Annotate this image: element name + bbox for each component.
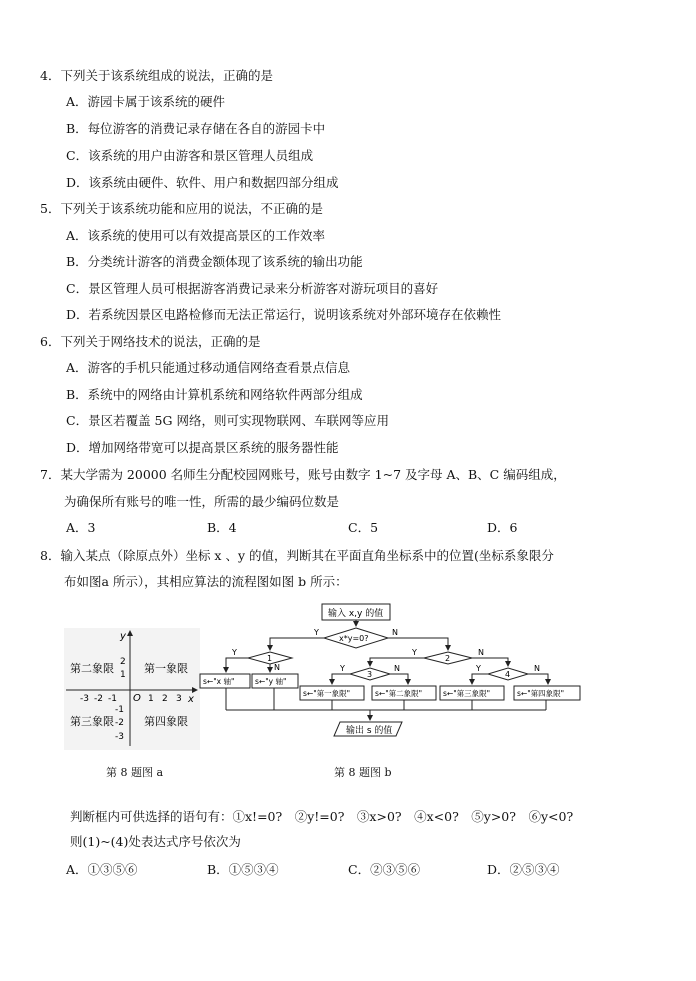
no-label: N xyxy=(392,628,398,637)
q4-option-d: D．该系统由硬件、软件、用户和数据四部分组成 xyxy=(66,175,339,190)
no-label: N xyxy=(478,648,484,657)
figure-a-caption: 第 8 题图 a xyxy=(106,766,164,779)
flow-line xyxy=(332,674,350,684)
quadrant-4-label: 第四象限 xyxy=(144,715,188,728)
y-tick: 2 xyxy=(120,657,126,667)
x-axis-label: x xyxy=(188,694,194,705)
yes-label: Y xyxy=(412,648,417,657)
decision-3-label: 3 xyxy=(367,670,373,679)
q7-stem-line2: 为确保所有账号的唯一性，所需的最少编码位数是 xyxy=(64,494,340,509)
q5-option-b: B．分类统计游客的消费金额体现了该系统的输出功能 xyxy=(66,254,363,269)
quadrant-1-label: 第一象限 xyxy=(144,662,188,675)
q4-option-a: A．游园卡属于该系统的硬件 xyxy=(66,94,226,109)
no-label: N xyxy=(274,663,280,672)
q5-option-a: A．该系统的使用可以有效提高景区的工作效率 xyxy=(66,228,326,243)
q8-choices-line: 判断框内可供选择的语句有：①x!=0? ②y!=0? ③x>0? ④x<0? ⑤y>0? ⑥y<0? xyxy=(70,809,574,824)
assign-q2-label: s←"第二象限" xyxy=(375,689,423,698)
yes-label: Y xyxy=(340,664,345,673)
q8-stem-line1: 8．输入某点（除原点外）坐标 x 、y 的值，判断其在平面直角坐标系中的位置(坐标系象限分 xyxy=(40,548,554,563)
flow-line xyxy=(472,674,488,684)
flow-line xyxy=(528,674,548,684)
no-label: N xyxy=(534,664,540,673)
q4-option-b: B．每位游客的消费记录存储在各自的游园卡中 xyxy=(66,121,326,136)
q7-option-b: B．4 xyxy=(207,520,237,535)
q6-stem: 6．下列关于网络技术的说法，正确的是 xyxy=(40,334,261,349)
flow-line xyxy=(226,658,248,672)
q8-option-a: A．①③⑤⑥ xyxy=(66,862,138,877)
no-label: N xyxy=(394,664,400,673)
q8-order-line: 则(1)~(4)处表达式序号依次为 xyxy=(70,834,241,849)
q8-option-d: D．②⑤③④ xyxy=(487,862,560,877)
quadrant-2-label: 第二象限 xyxy=(70,662,114,675)
q7-option-c: C．5 xyxy=(348,520,379,535)
y-tick: 1 xyxy=(120,670,126,680)
x-tick: 3 xyxy=(176,694,182,704)
q6-option-b: B．系统中的网络由计算机系统和网络软件两部分组成 xyxy=(66,387,363,402)
input-box-label: 输入 x,y 的值 xyxy=(328,609,384,619)
assign-q4-label: s←"第四象限" xyxy=(517,689,565,698)
flow-line xyxy=(390,674,408,684)
flow-line xyxy=(388,638,448,650)
decision-1-label: 1 xyxy=(267,654,273,663)
quadrant-figure-bg xyxy=(64,628,200,750)
quadrant-3-label: 第三象限 xyxy=(70,715,114,728)
assign-y-axis-label: s←"y 轴" xyxy=(255,677,287,686)
x-tick: 2 xyxy=(162,694,168,704)
assign-x-axis-label: s←"x 轴" xyxy=(203,677,235,686)
yes-label: Y xyxy=(232,648,237,657)
q5-stem: 5．下列关于该系统功能和应用的说法，不正确的是 xyxy=(40,201,323,216)
q6-option-a: A．游客的手机只能通过移动通信网络查看景点信息 xyxy=(66,360,351,375)
x-tick: -1 xyxy=(108,694,117,704)
assign-q3-label: s←"第三象限" xyxy=(443,689,491,698)
quadrant-figure xyxy=(64,628,200,750)
x-tick: -2 xyxy=(94,694,103,704)
decision-2-label: 2 xyxy=(445,654,451,663)
yes-label: Y xyxy=(314,628,319,637)
q4-stem: 4．下列关于该系统组成的说法，正确的是 xyxy=(40,68,273,83)
assign-q1-label: s←"第一象限" xyxy=(303,689,351,698)
decision-4-label: 4 xyxy=(505,670,511,679)
q5-option-c: C．景区管理人员可根据游客消费记录来分析游客对游玩项目的喜好 xyxy=(66,281,439,296)
q8-option-c: C．②③⑤⑥ xyxy=(348,862,421,877)
q5-option-d: D．若系统因景区电路检修而无法正常运行，说明该系统对外部环境存在依赖性 xyxy=(66,307,502,322)
q6-option-d: D．增加网络带宽可以提高景区系统的服务器性能 xyxy=(66,440,339,455)
flowchart-figure xyxy=(196,600,636,744)
yes-label: Y xyxy=(476,664,481,673)
output-box-label: 输出 s 的值 xyxy=(346,726,393,736)
q7-option-a: A．3 xyxy=(66,520,96,535)
decision-main-label: x*y=0? xyxy=(339,634,369,643)
y-tick: -3 xyxy=(115,732,124,742)
x-tick: -3 xyxy=(80,694,89,704)
y-tick: -2 xyxy=(115,718,124,728)
y-axis-label: y xyxy=(120,631,126,642)
figure-b-caption: 第 8 题图 b xyxy=(334,766,392,779)
origin-label: O xyxy=(133,693,141,704)
q7-stem-line1: 7．某大学需为 20000 名师生分配校园网账号，账号由数字 1~7 及字母 A、B、C 编码组成， xyxy=(40,467,566,482)
q6-option-c: C．景区若覆盖 5G 网络，则可实现物联网、车联网等应用 xyxy=(66,413,389,428)
x-tick: 1 xyxy=(148,694,154,704)
q7-option-d: D．6 xyxy=(487,520,518,535)
q8-option-b: B．①⑤③④ xyxy=(207,862,279,877)
q4-option-c: C．该系统的用户由游客和景区管理人员组成 xyxy=(66,148,314,163)
flow-line xyxy=(270,638,324,650)
y-tick: -1 xyxy=(115,705,124,715)
q8-stem-line2: 布如图a 所示），其相应算法的流程图如图 b 所示： xyxy=(64,574,348,589)
